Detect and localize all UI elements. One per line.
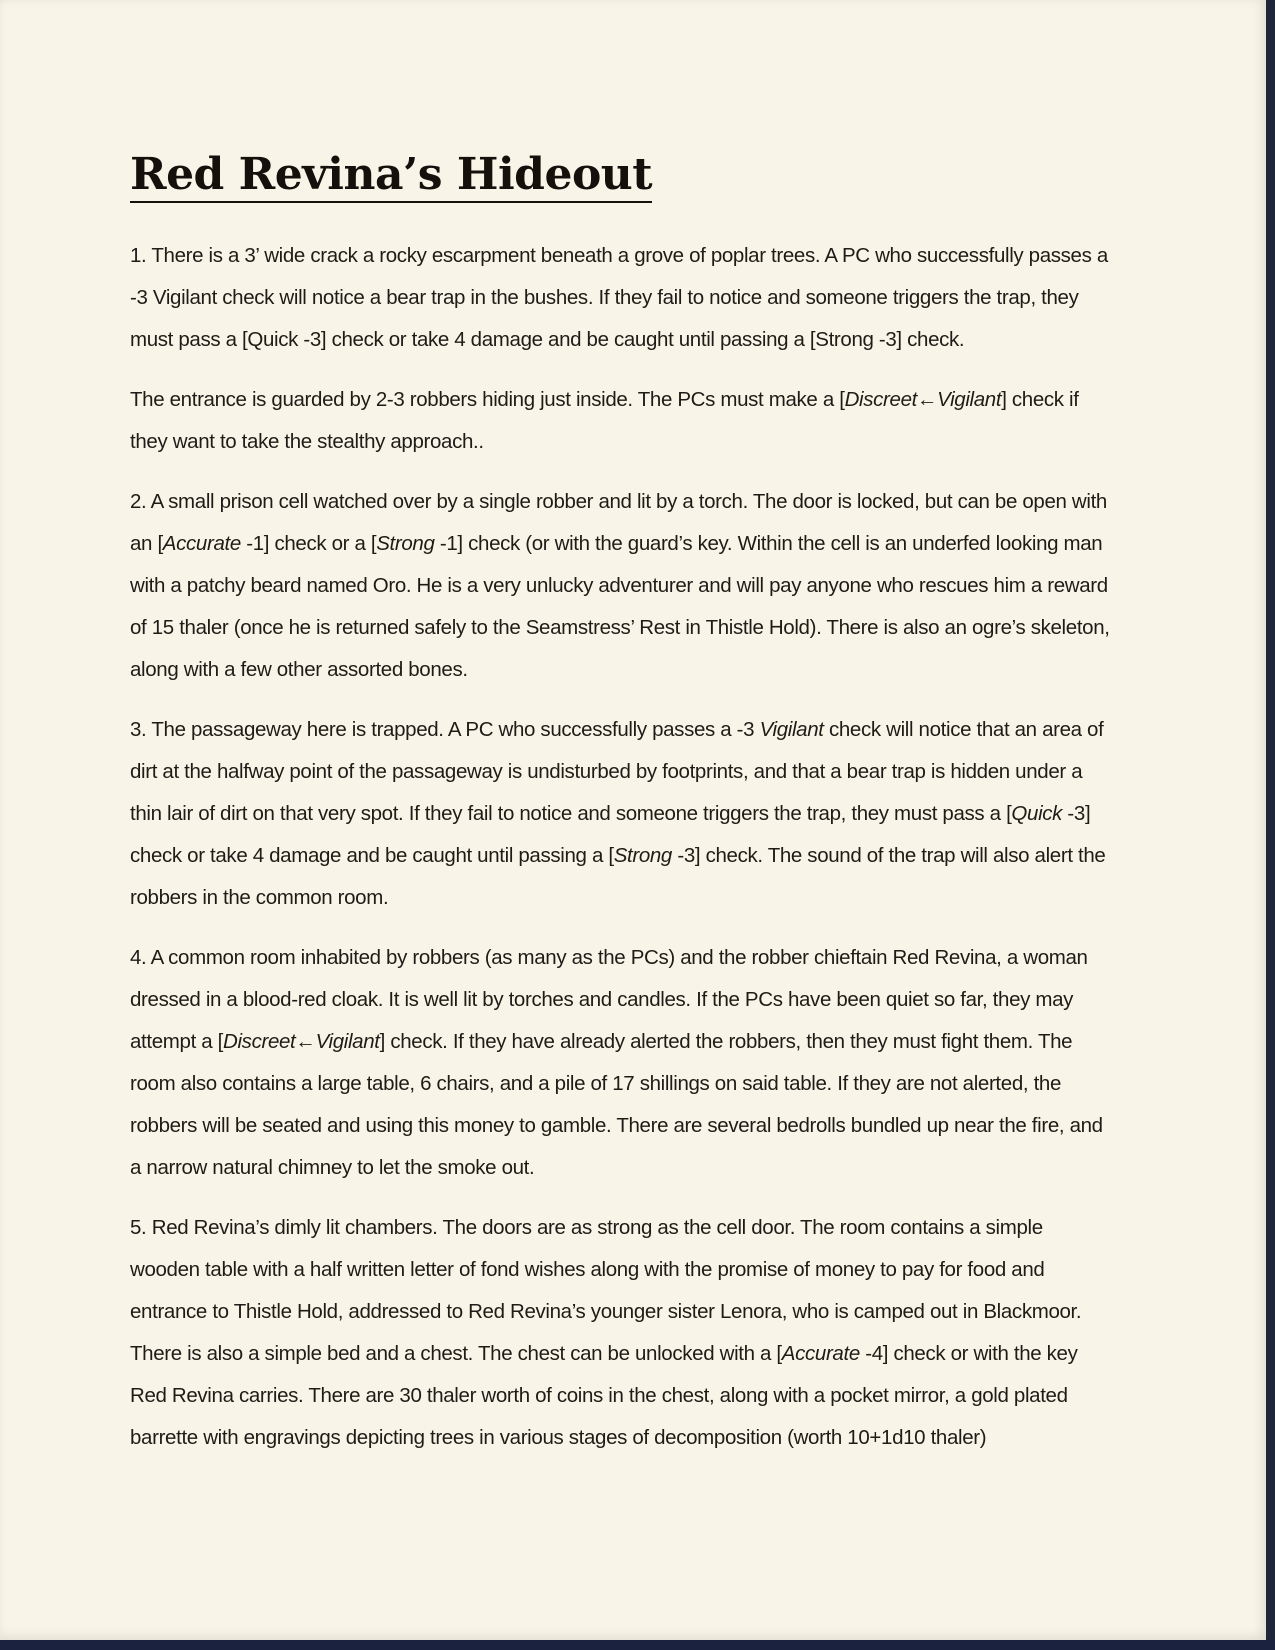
paragraph-entrance bbox=[130, 379, 1110, 463]
text-run: -1] check or a [ bbox=[240, 532, 377, 555]
check-keyword: Strong bbox=[613, 844, 672, 867]
text-run: ← bbox=[916, 388, 938, 411]
check-keyword: Vigilant bbox=[759, 718, 824, 741]
check-keyword: Vigilant bbox=[937, 388, 1002, 411]
paragraph-room-1 bbox=[130, 235, 1110, 361]
check-keyword: Strong bbox=[376, 532, 435, 555]
text-run: ← bbox=[295, 1030, 316, 1053]
paragraph-room-4 bbox=[130, 937, 1110, 1189]
text-run: ] check. If they have already alerted the robbers, then they must fight them. The room also contains a large table, 6 chairs, and a pile of 17 shillings on said table. If they are not alerted, the robbers will be seated and using this money to gamble. There are several bedrolls bundled up near the fire, and a narrow natural chimney to let the smoke out. bbox=[130, 1030, 1103, 1179]
text-run: 3. The passageway here is trapped. A PC who successfully passes a -3 bbox=[130, 718, 760, 741]
check-keyword: Accurate bbox=[781, 1342, 860, 1365]
text-run: -1] check (or with the guard’s key. Within the cell is an underfed looking man with a patchy beard named Oro. He is a very unlucky adventurer and will pay anyone who rescues him a reward of 15 thaler (once he is returned safely to the Seamstress’ Rest in Thistle Hold). There is also an ogre’s skeleton, along with a few other assorted bones. bbox=[130, 532, 1110, 681]
text-run: -3] check or take 4 damage and be caught until passing a [ bbox=[130, 802, 1091, 867]
check-keyword: Quick bbox=[1011, 802, 1063, 825]
document-body bbox=[130, 150, 1110, 1459]
text-run: 4. A common room inhabited by robbers (as many as the PCs) and the robber chieftain Red Revina, a woman dressed in a blood-red cloak. It is well lit by torches and candles. If the PCs have been quiet so far, they may attempt a [ bbox=[130, 946, 1088, 1053]
paragraph-room-2 bbox=[130, 481, 1110, 691]
scan-bottom-edge bbox=[0, 1640, 1275, 1650]
paragraph-room-3 bbox=[130, 709, 1110, 919]
text-run: 1. There is a 3’ wide crack a rocky escarpment beneath a grove of poplar trees. A PC who successfully passes a -3 Vigilant check will notice a bear trap in the bushes. If they fail to notice and someone triggers the trap, they must pass a [Quick -3] check or take 4 damage and be caught until passing a [Strong -3] check. bbox=[130, 244, 1108, 351]
text-run: 2. A small prison cell watched over by a single robber and lit by a torch. The door is locked, but can be open with an [ bbox=[130, 490, 1107, 555]
text-run: 5. Red Revina’s dimly lit chambers. The doors are as strong as the cell door. The room contains a simple wooden table with a half written letter of fond wishes along with the promise of money to pay for food and entrance to Thistle Hold, addressed to Red Revina’s younger sister Lenora, who is camped out in Blackmoor. There is also a simple bed and a chest. The chest can be unlocked with a [ bbox=[130, 1216, 1082, 1365]
page-title: Red Revina’s Hideout bbox=[130, 150, 652, 203]
text-run: ] check if they want to take the stealthy approach.. bbox=[130, 388, 1079, 453]
check-keyword: Vigilant bbox=[315, 1030, 380, 1053]
check-keyword: Discreet bbox=[844, 388, 917, 411]
check-keyword: Accurate bbox=[162, 532, 241, 555]
text-run: -3] check. The sound of the trap will also alert the robbers in the common room. bbox=[130, 844, 1106, 909]
scan-right-edge bbox=[1266, 0, 1275, 1650]
paragraph-room-5 bbox=[130, 1207, 1110, 1459]
text-run: The entrance is guarded by 2-3 robbers hiding just inside. The PCs must make a [ bbox=[130, 388, 845, 411]
check-keyword: Discreet bbox=[223, 1030, 296, 1053]
text-run: -4] check or with the key Red Revina carries. There are 30 thaler worth of coins in the chest, along with a pocket mirror, a gold plated barrette with engravings depicting trees in various stages of decomposition (worth 10+1d10 thaler) bbox=[130, 1342, 1078, 1449]
text-run: check will notice that an area of dirt at the halfway point of the passageway is undisturbed by footprints, and that a bear trap is hidden under a thin lair of dirt on that very spot. If they fail to notice and someone triggers the trap, they must pass a [ bbox=[130, 718, 1104, 825]
